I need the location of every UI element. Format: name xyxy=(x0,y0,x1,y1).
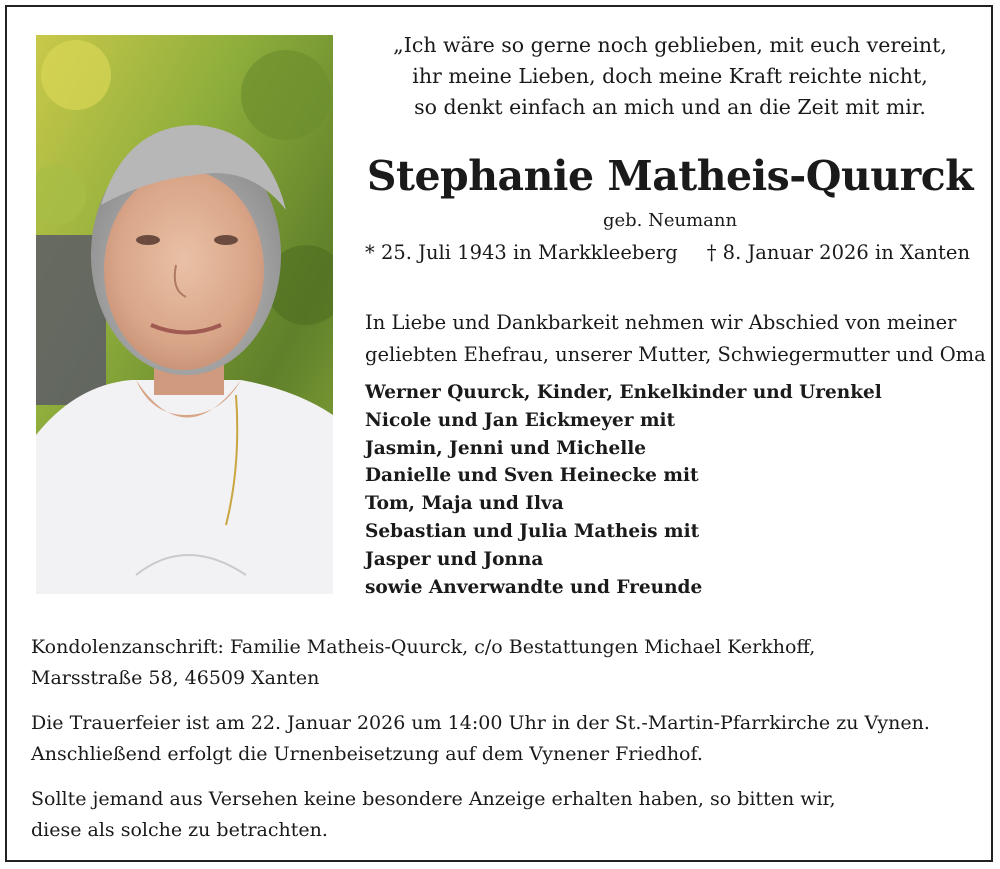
condolence-line: Kondolenzanschrift: Familie Matheis-Quurck, c/o Bestattungen Michael Kerkhoff, xyxy=(31,636,816,658)
deceased-name: Stephanie Matheis-Quurck xyxy=(366,152,974,200)
quote-line: „Ich wäre so gerne noch geblieben, mit euch vereint, xyxy=(393,33,947,57)
intro-line: geliebten Ehefrau, unserer Mutter, Schwiegermutter und Oma xyxy=(365,343,986,366)
mourners-list xyxy=(365,379,965,601)
intro-line: In Liebe und Dankbarkeit nehmen wir Abschied von meiner xyxy=(365,311,957,334)
funeral-line: Die Trauerfeier ist am 22. Januar 2026 um 14:00 Uhr in der St.-Martin-Pfarrkirche zu Vynen. xyxy=(31,712,930,734)
mourner-line: Danielle und Sven Heinecke mit xyxy=(365,465,699,487)
condolence-line: Marsstraße 58, 46509 Xanten xyxy=(31,667,320,689)
closing-line: diese als solche zu betrachten. xyxy=(31,819,328,841)
mourner-line: Tom, Maja und Ilva xyxy=(365,493,564,515)
mourner-line: Werner Quurck, Kinder, Enkelkinder und Urenkel xyxy=(365,382,882,403)
quote-line: so denkt einfach an mich und an die Zeit mit mir. xyxy=(414,95,926,119)
memorial-quote xyxy=(360,30,980,123)
life-dates xyxy=(365,241,970,264)
closing-line: Sollte jemand aus Versehen keine besondere Anzeige erhalten haben, so bitten wir, xyxy=(31,788,836,810)
mourner-line: Nicole und Jan Eickmeyer mit xyxy=(365,409,676,431)
mourner-line: sowie Anverwandte und Freunde xyxy=(365,576,703,598)
birth-date: * 25. Juli 1943 in Markkleeberg xyxy=(365,241,678,264)
mourner-line: Jasper und Jonna xyxy=(365,548,544,570)
funeral-info xyxy=(31,708,971,770)
farewell-intro xyxy=(365,307,985,371)
condolence-address xyxy=(31,632,971,694)
mourner-line: Jasmin, Jenni und Michelle xyxy=(365,437,647,459)
portrait-photo xyxy=(36,35,333,594)
mourner-line: Sebastian und Julia Matheis mit xyxy=(365,520,700,542)
birth-name: geb. Neumann xyxy=(602,210,738,231)
closing-note xyxy=(31,784,971,846)
death-date: † 8. Januar 2026 in Xanten xyxy=(706,241,970,264)
funeral-line: Anschließend erfolgt die Urnenbeisetzung auf dem Vynener Friedhof. xyxy=(31,743,703,765)
quote-line: ihr meine Lieben, doch meine Kraft reichte nicht, xyxy=(412,64,928,88)
